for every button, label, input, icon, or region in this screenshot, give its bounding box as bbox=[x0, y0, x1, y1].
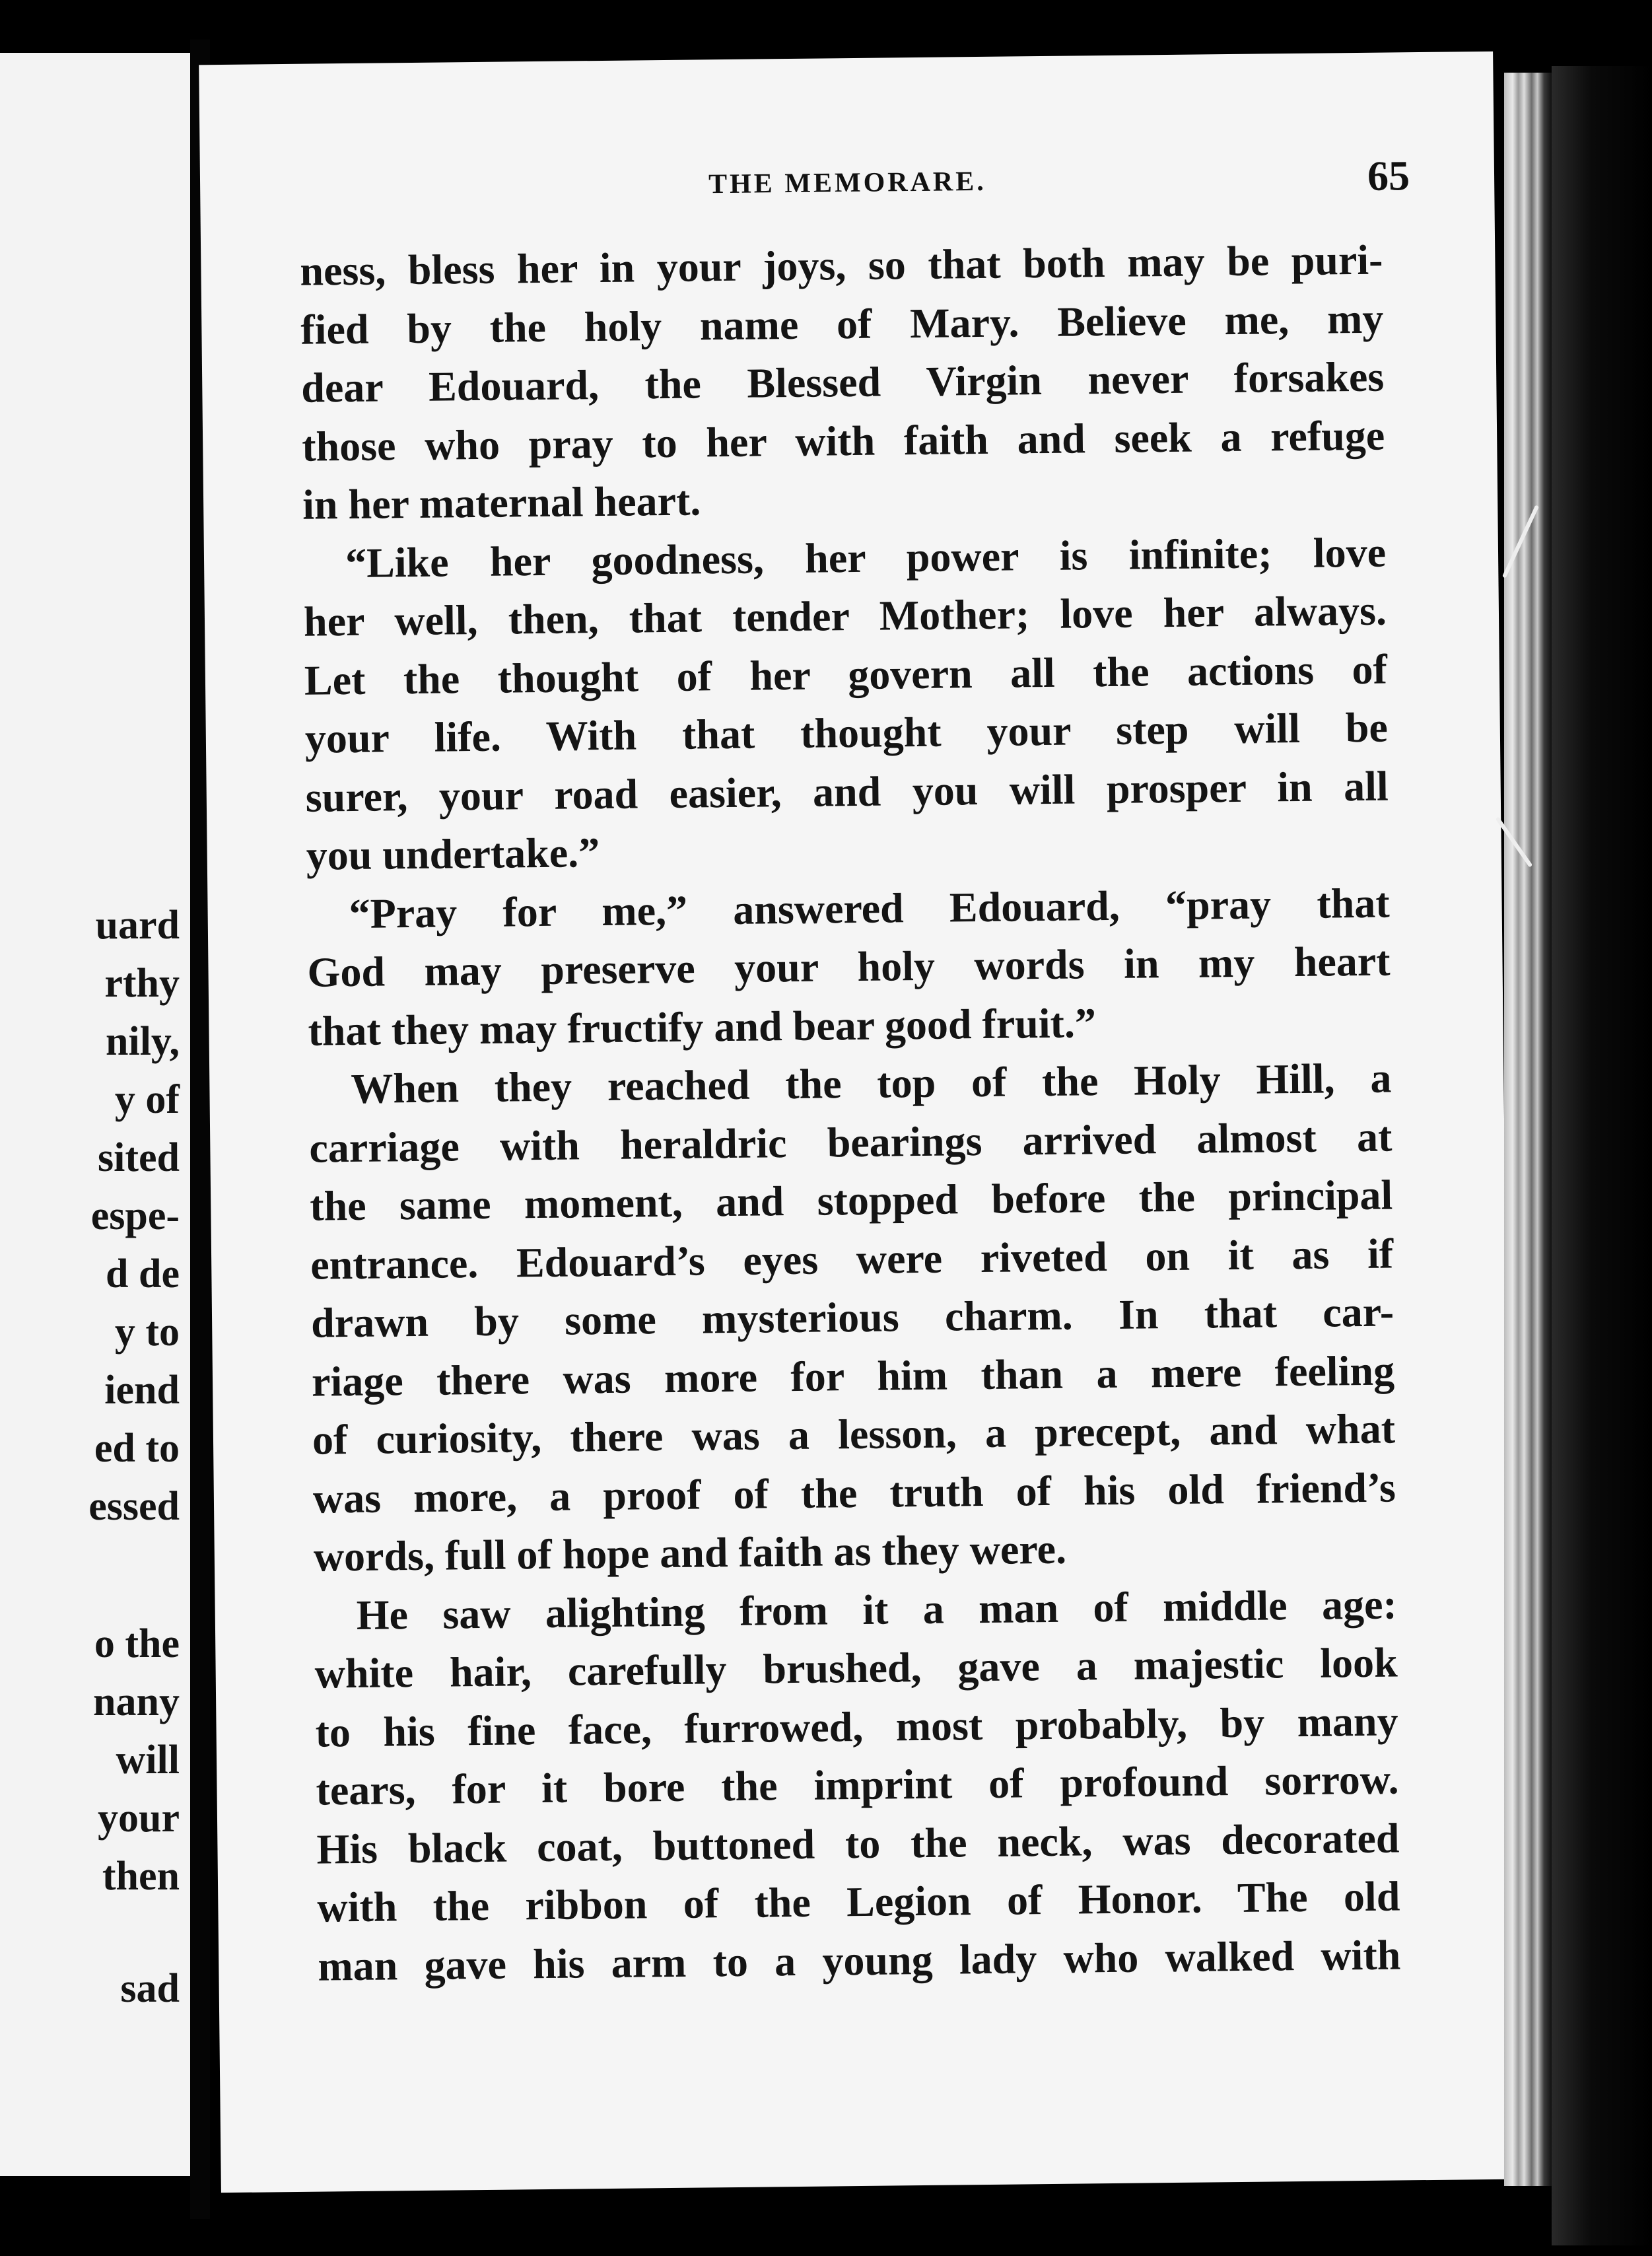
text-line: God may preserve your holy words in my heart bbox=[307, 937, 1391, 996]
left-page-fragment: y to bbox=[114, 1310, 180, 1355]
left-page-fragment: nily, bbox=[105, 1019, 180, 1064]
text-line: your life. With that thought your step will be bbox=[304, 703, 1389, 762]
text-line: you undertake.” bbox=[306, 829, 600, 879]
text-line: carriage with heraldric bearings arrived almost at bbox=[308, 1113, 1393, 1172]
text-line: white hair, carefully brushed, gave a majestic look bbox=[314, 1639, 1398, 1697]
right-page bbox=[199, 52, 1515, 2193]
text-line: those who pray to her with faith and seek a refuge bbox=[301, 411, 1385, 470]
left-page-fragment: iend bbox=[104, 1368, 180, 1413]
text-line: dear Edouard, the Blessed Virgin never forsakes bbox=[300, 353, 1385, 411]
left-page-fragment: y of bbox=[114, 1077, 180, 1122]
left-page-fragment: sad bbox=[120, 1966, 180, 2011]
text-line: tears, for it bore the imprint of profound sorrow. bbox=[316, 1755, 1399, 1814]
text-line: in her maternal heart. bbox=[302, 477, 701, 528]
text-line: Let the thought of her govern all the actions of bbox=[304, 645, 1388, 704]
text-line: with the ribbon of the Legion of Honor. The old bbox=[317, 1872, 1400, 1931]
text-line: “Like her goodness, her power is infinite; love bbox=[345, 528, 1387, 586]
text-line: surer, your road easier, and you will prosper in all bbox=[305, 762, 1389, 821]
text-line: that they may fructify and bear good fruit.” bbox=[308, 999, 1097, 1055]
text-line: words, full of hope and faith as they were. bbox=[313, 1525, 1067, 1580]
text-line: of curiosity, there was a lesson, a precept, and what bbox=[312, 1405, 1396, 1463]
left-page-fragment: uard bbox=[95, 903, 180, 948]
text-line: He saw alighting from it a man of middle age: bbox=[356, 1580, 1398, 1639]
text-line: was more, a proof of the truth of his old friend’s bbox=[312, 1463, 1396, 1522]
scan-background-right bbox=[1552, 66, 1652, 2245]
page-number: 65 bbox=[1367, 152, 1410, 199]
text-line: man gave his arm to a young lady who walked with bbox=[317, 1930, 1401, 1990]
text-line: to his fine face, furrowed, most probably, by many bbox=[315, 1697, 1398, 1756]
text-line: “Pray for me,” answered Edouard, “pray that bbox=[349, 879, 1390, 937]
left-page-fragment: rthy bbox=[104, 961, 180, 1006]
left-page-fragment: o the bbox=[94, 1621, 180, 1666]
body-text bbox=[300, 231, 1401, 1996]
left-page bbox=[0, 53, 190, 2176]
left-page-fragment: espe- bbox=[90, 1193, 180, 1238]
left-page-fragment: your bbox=[98, 1796, 180, 1841]
text-line: entrance. Edouard’s eyes were riveted on it as if bbox=[310, 1230, 1394, 1288]
left-page-fragment: then bbox=[102, 1854, 180, 1899]
left-page-fragment: nany bbox=[93, 1679, 180, 1724]
text-line: the same moment, and stopped before the principal bbox=[309, 1171, 1393, 1230]
text-line: When they reached the top of the Holy Hill, a bbox=[351, 1054, 1392, 1113]
text-line: ness, bless her in your joys, so that both may be puri- bbox=[300, 236, 1383, 295]
left-page-fragment: ed to bbox=[94, 1426, 180, 1471]
running-head: THE MEMORARE. bbox=[708, 166, 987, 200]
text-line: His black coat, buttoned to the neck, was decorated bbox=[316, 1814, 1400, 1873]
text-line: drawn by some mysterious charm. In that car- bbox=[310, 1288, 1394, 1347]
left-page-fragment: sited bbox=[98, 1135, 180, 1180]
left-page-fragment: will bbox=[116, 1738, 180, 1782]
left-page-fragment: d de bbox=[106, 1251, 180, 1296]
text-line: her well, then, that tender Mother; love her always. bbox=[303, 586, 1387, 645]
page-block-edge bbox=[1504, 73, 1552, 2186]
text-line: fied by the holy name of Mary. Believe me, my bbox=[300, 295, 1384, 353]
text-line: riage there was more for him than a mere feeling bbox=[311, 1346, 1395, 1405]
left-page-fragment: essed bbox=[88, 1484, 180, 1529]
